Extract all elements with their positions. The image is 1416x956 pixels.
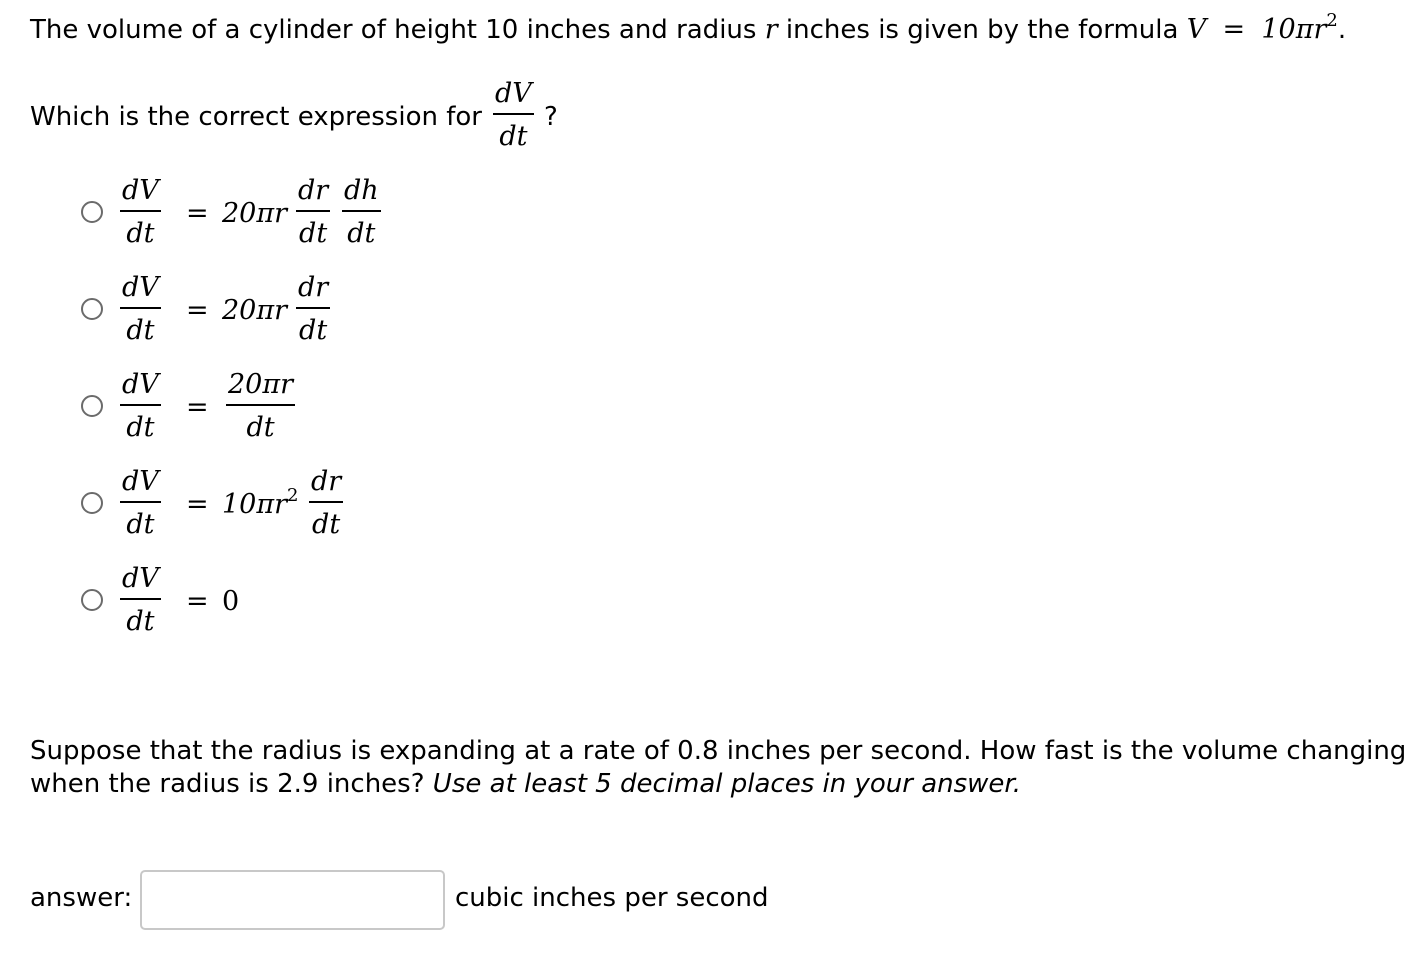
question-suffix: ? [544,102,558,132]
option-1-f2-num: dh [344,175,379,206]
option-1-lhs [120,177,161,247]
formula-rhs: 10πr [1261,14,1327,45]
question-num: dV [495,78,532,109]
question-den: dt [499,121,528,152]
option-1-coef: 20πr [222,198,288,229]
option-1-radio[interactable] [81,201,103,223]
option-4-lhs-num: dV [122,466,159,497]
followup-line-2 [30,769,1021,799]
option-3-eq: = [186,392,209,423]
option-4-f1 [309,468,343,538]
option-4-lhs [120,468,161,538]
option-2-eq: = [186,295,209,326]
option-1-eq: = [186,198,209,229]
option-1-lhs-num: dV [122,175,159,206]
option-4-f1-den: dt [312,509,341,540]
option-4-coef [222,485,299,520]
option-3-radio[interactable] [81,395,103,417]
answer-input[interactable] [140,870,445,930]
option-1-f2 [342,177,381,247]
option-1-f1-num: dr [298,175,329,206]
option-1-lhs-den: dt [126,218,155,249]
answer-label: answer: [30,883,133,913]
formula-lhs: V [1186,14,1207,45]
option-2-lhs-num: dV [122,272,159,303]
option-4-radio[interactable] [81,492,103,514]
option-4-coef-base: 10πr [222,489,288,520]
option-2-f1-den: dt [299,315,328,346]
formula-eq: = [1222,14,1246,45]
option-1-f2-den: dt [347,218,376,249]
option-3-rhs [226,371,295,441]
option-5-value: 0 [222,586,240,617]
option-3-lhs-den: dt [126,412,155,443]
option-5-lhs-num: dV [122,563,159,594]
option-3-lhs-num: dV [122,369,159,400]
option-4-lhs-den: dt [126,509,155,540]
intro-var-r: r [764,14,778,45]
intro-text: The volume of a cylinder of height 10 inches and radius [30,15,757,45]
intro-mid-text: inches is given by the formula [785,15,1179,45]
answer-units: cubic inches per second [455,883,769,913]
option-5-lhs [120,565,161,635]
option-4-coef-exp: 2 [287,485,299,506]
question-fraction [493,80,534,150]
followup-line-2-plain: when the radius is 2.9 inches? [30,769,425,799]
option-4-f1-num: dr [311,466,342,497]
followup-line-1: Suppose that the radius is expanding at a rate of 0.8 inches per second. How fast is the volume changing [30,736,1407,766]
option-2-f1-num: dr [298,272,329,303]
option-1-f1 [296,177,330,247]
option-5-lhs-den: dt [126,606,155,637]
formula-exp: 2 [1326,10,1338,31]
option-2-lhs-den: dt [126,315,155,346]
option-2-coef: 20πr [222,295,288,326]
option-3-rhs-den: dt [246,412,275,443]
option-3-lhs [120,371,161,441]
problem-intro [30,10,1347,45]
option-2-f1 [296,274,330,344]
option-4-eq: = [186,489,209,520]
option-1-f1-den: dt [299,218,328,249]
followup-line-2-italic: Use at least 5 decimal places in your answer. [432,769,1021,799]
question-prefix: Which is the correct expression for [30,102,482,132]
option-2-lhs [120,274,161,344]
option-5-radio[interactable] [81,589,103,611]
option-2-radio[interactable] [81,298,103,320]
option-3-rhs-num: 20πr [228,369,294,400]
formula-end: . [1337,15,1347,45]
option-5-eq: = [186,586,209,617]
